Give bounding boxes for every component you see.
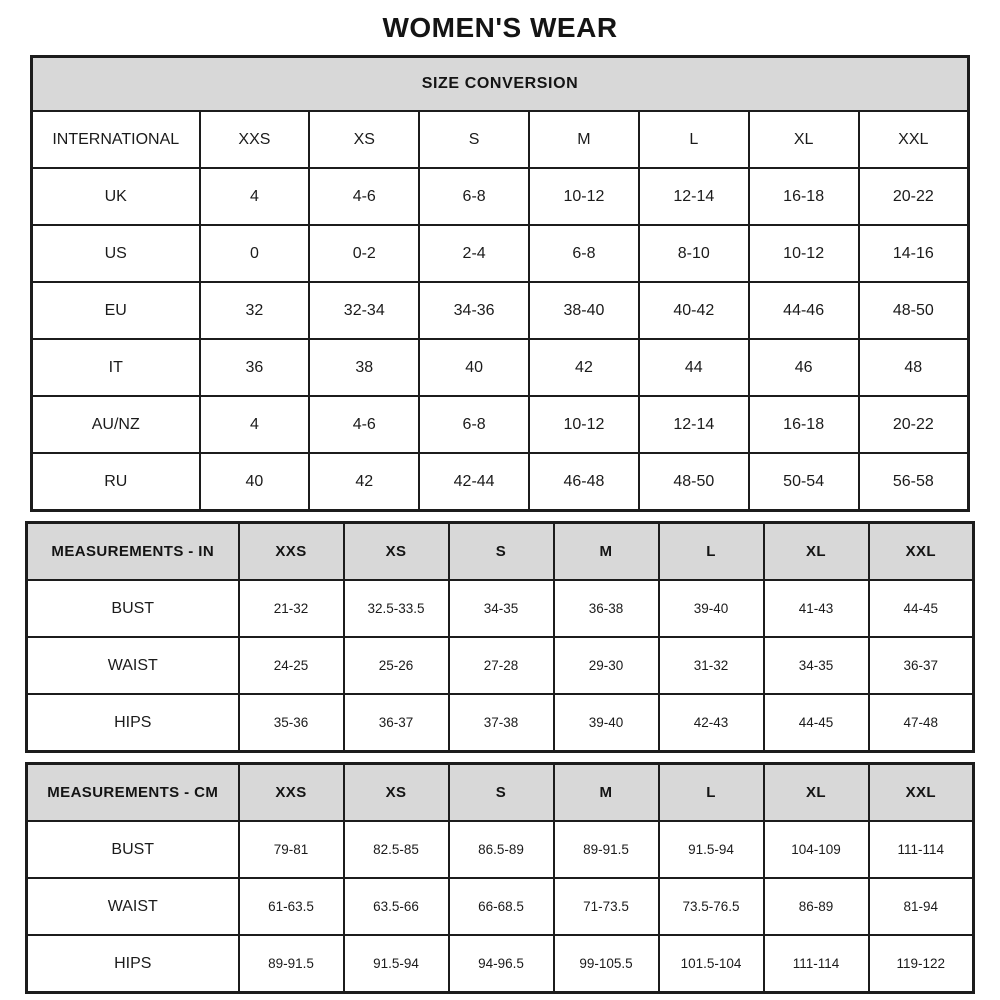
row-label: BUST: [27, 821, 239, 878]
table-row: [32, 225, 969, 282]
cell-value: 41-43: [764, 580, 869, 637]
cell-value: 38-40: [529, 282, 639, 339]
cell-value: 25-26: [344, 637, 449, 694]
table-row: [32, 453, 969, 511]
cell-value: 82.5-85: [344, 821, 449, 878]
cell-value: 50-54: [749, 453, 859, 511]
cell-value: 32.5-33.5: [344, 580, 449, 637]
cell-value: 42: [529, 339, 639, 396]
row-label: RU: [32, 453, 200, 511]
cell-value: 16-18: [749, 396, 859, 453]
table-row: [27, 821, 974, 878]
cell-value: 47-48: [869, 694, 974, 752]
cell-value: 12-14: [639, 168, 749, 225]
table-row: [32, 168, 969, 225]
column-header: XXS: [239, 764, 344, 822]
cell-value: 42: [309, 453, 419, 511]
cell-value: 24-25: [239, 637, 344, 694]
cell-value: 79-81: [239, 821, 344, 878]
column-header: XS: [344, 523, 449, 581]
cell-value: 32: [200, 282, 310, 339]
cell-value: 27-28: [449, 637, 554, 694]
column-header: S: [449, 764, 554, 822]
cell-value: 104-109: [764, 821, 869, 878]
column-header: L: [659, 764, 764, 822]
cell-value: 111-114: [764, 935, 869, 993]
cell-value: 46: [749, 339, 859, 396]
cell-value: 36: [200, 339, 310, 396]
page-title: WOMEN'S WEAR: [382, 12, 618, 43]
cell-value: 32-34: [309, 282, 419, 339]
cell-value: 46-48: [529, 453, 639, 511]
column-header: S: [449, 523, 554, 581]
cell-value: 40-42: [639, 282, 749, 339]
cell-value: 119-122: [869, 935, 974, 993]
cell-value: 2-4: [419, 225, 529, 282]
row-label: AU/NZ: [32, 396, 200, 453]
table-row: [32, 396, 969, 453]
column-header: XS: [344, 764, 449, 822]
cell-value: XL: [749, 111, 859, 168]
table-row: [27, 878, 974, 935]
cell-value: 10-12: [529, 168, 639, 225]
cell-value: 10-12: [749, 225, 859, 282]
cell-value: 44-46: [749, 282, 859, 339]
cell-value: 14-16: [859, 225, 969, 282]
row-label: BUST: [27, 580, 239, 637]
cell-value: 39-40: [659, 580, 764, 637]
size-conversion-table: [30, 55, 970, 512]
cell-value: 81-94: [869, 878, 974, 935]
cell-value: 91.5-94: [659, 821, 764, 878]
cell-value: 36-37: [344, 694, 449, 752]
table-row: [27, 935, 974, 993]
cell-value: 61-63.5: [239, 878, 344, 935]
cell-value: 99-105.5: [554, 935, 659, 993]
measurements-in-table: [25, 521, 975, 753]
cell-value: 20-22: [859, 168, 969, 225]
row-label: INTERNATIONAL: [32, 111, 200, 168]
cell-value: 63.5-66: [344, 878, 449, 935]
column-header: XL: [764, 764, 869, 822]
cell-value: 10-12: [529, 396, 639, 453]
column-header: XXL: [869, 764, 974, 822]
cell-value: 4: [200, 168, 310, 225]
cell-value: M: [529, 111, 639, 168]
cell-value: 20-22: [859, 396, 969, 453]
cell-value: 6-8: [529, 225, 639, 282]
column-header: XXL: [869, 523, 974, 581]
cell-value: 40: [200, 453, 310, 511]
cell-value: 42-43: [659, 694, 764, 752]
cell-value: 8-10: [639, 225, 749, 282]
column-header: M: [554, 764, 659, 822]
cell-value: 48-50: [859, 282, 969, 339]
cell-value: 86-89: [764, 878, 869, 935]
measurements-cm-table: [25, 762, 975, 994]
table-row: [32, 282, 969, 339]
cell-value: 4: [200, 396, 310, 453]
cell-value: 71-73.5: [554, 878, 659, 935]
cell-value: 48-50: [639, 453, 749, 511]
cell-value: 29-30: [554, 637, 659, 694]
row-label: US: [32, 225, 200, 282]
row-label: WAIST: [27, 878, 239, 935]
table-row: [32, 339, 969, 396]
row-label: HIPS: [27, 935, 239, 993]
row-label: HIPS: [27, 694, 239, 752]
cell-value: 39-40: [554, 694, 659, 752]
column-header: L: [659, 523, 764, 581]
cell-value: 111-114: [869, 821, 974, 878]
cell-value: 4-6: [309, 396, 419, 453]
cell-value: 31-32: [659, 637, 764, 694]
cell-value: 35-36: [239, 694, 344, 752]
row-label: UK: [32, 168, 200, 225]
cell-value: 0: [200, 225, 310, 282]
cell-value: 89-91.5: [554, 821, 659, 878]
column-header: XL: [764, 523, 869, 581]
cell-value: 89-91.5: [239, 935, 344, 993]
cell-value: 16-18: [749, 168, 859, 225]
column-header: M: [554, 523, 659, 581]
table-title: MEASUREMENTS - IN: [27, 523, 239, 581]
cell-value: XS: [309, 111, 419, 168]
row-label: EU: [32, 282, 200, 339]
cell-value: 6-8: [419, 396, 529, 453]
cell-value: 0-2: [309, 225, 419, 282]
cell-value: 86.5-89: [449, 821, 554, 878]
cell-value: 36-38: [554, 580, 659, 637]
cell-value: XXS: [200, 111, 310, 168]
table-title: SIZE CONVERSION: [32, 57, 969, 112]
cell-value: 21-32: [239, 580, 344, 637]
cell-value: 42-44: [419, 453, 529, 511]
cell-value: 44-45: [869, 580, 974, 637]
row-label: WAIST: [27, 637, 239, 694]
table-row: [32, 111, 969, 168]
cell-value: 73.5-76.5: [659, 878, 764, 935]
cell-value: 38: [309, 339, 419, 396]
cell-value: 66-68.5: [449, 878, 554, 935]
cell-value: 34-36: [419, 282, 529, 339]
table-row: [27, 637, 974, 694]
cell-value: 34-35: [449, 580, 554, 637]
table-row: [27, 694, 974, 752]
column-header: XXS: [239, 523, 344, 581]
cell-value: XXL: [859, 111, 969, 168]
cell-value: 37-38: [449, 694, 554, 752]
cell-value: 34-35: [764, 637, 869, 694]
table-title: MEASUREMENTS - CM: [27, 764, 239, 822]
cell-value: 6-8: [419, 168, 529, 225]
cell-value: 4-6: [309, 168, 419, 225]
cell-value: 40: [419, 339, 529, 396]
row-label: IT: [32, 339, 200, 396]
cell-value: 36-37: [869, 637, 974, 694]
cell-value: L: [639, 111, 749, 168]
cell-value: 101.5-104: [659, 935, 764, 993]
cell-value: 44: [639, 339, 749, 396]
cell-value: 56-58: [859, 453, 969, 511]
cell-value: 44-45: [764, 694, 869, 752]
cell-value: 12-14: [639, 396, 749, 453]
cell-value: 48: [859, 339, 969, 396]
cell-value: S: [419, 111, 529, 168]
cell-value: 91.5-94: [344, 935, 449, 993]
table-row: [27, 580, 974, 637]
cell-value: 94-96.5: [449, 935, 554, 993]
